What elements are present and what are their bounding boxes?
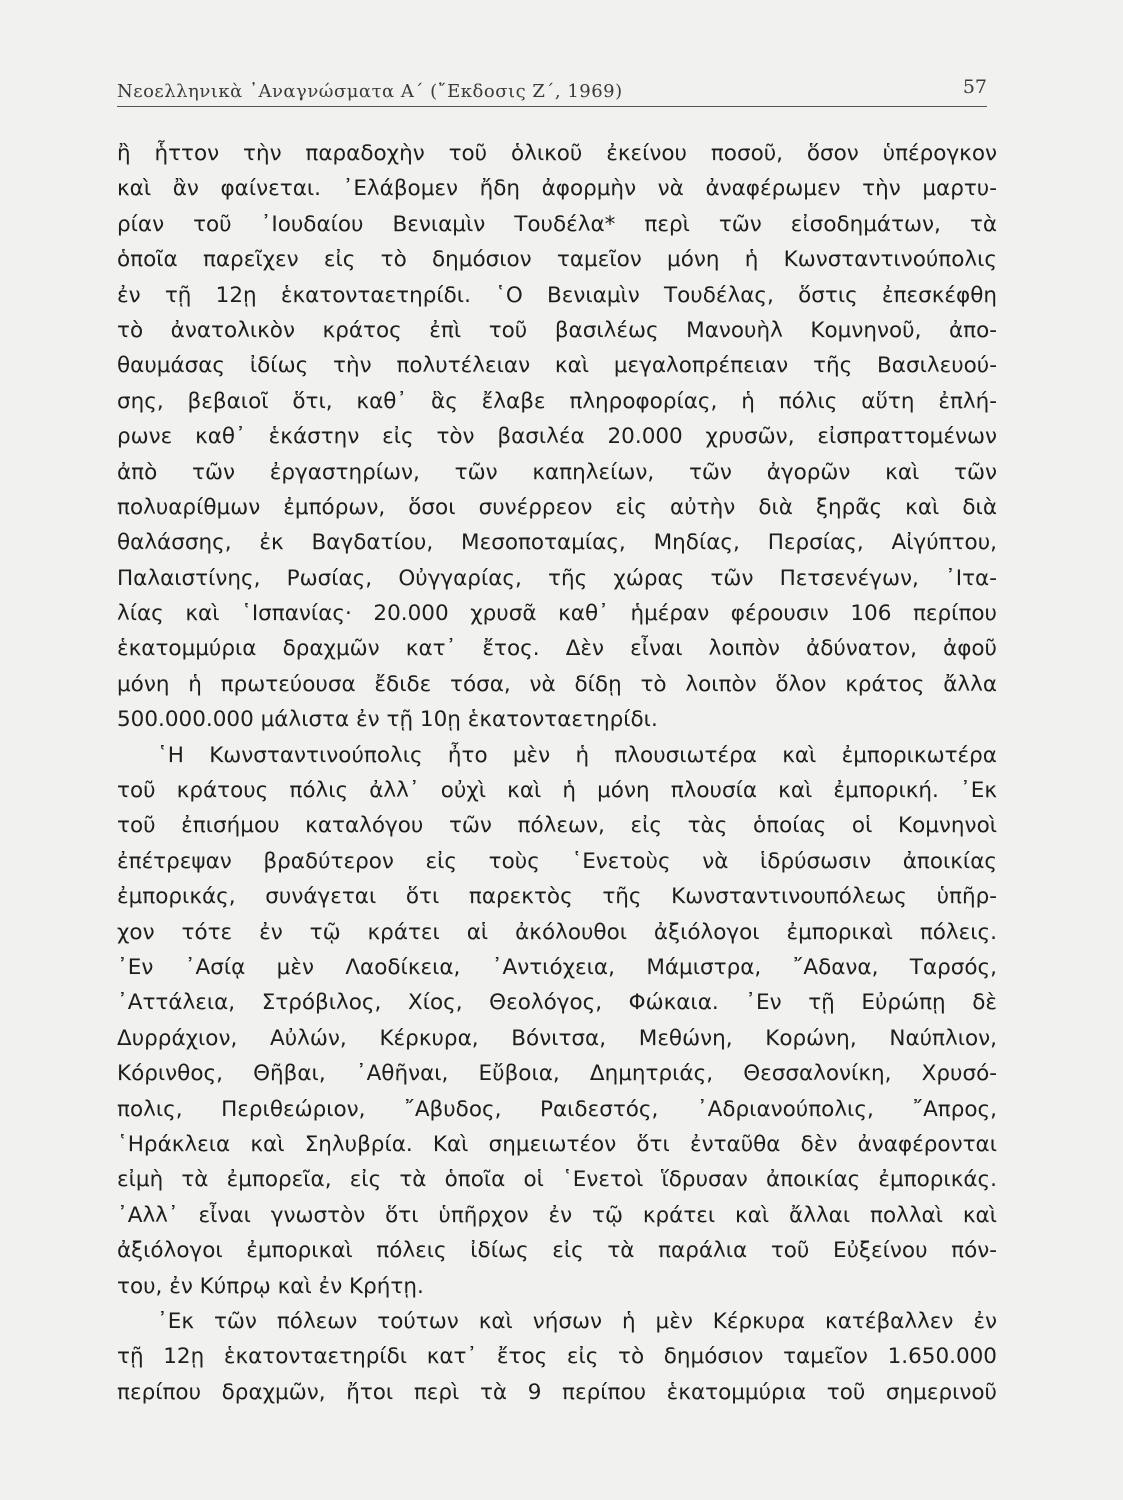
text-line: λίας καὶ ῾Ισπανίας· 20.000 χρυσᾶ καθ᾿ ἡμέραν φέρουσιν 106 περίπου bbox=[117, 601, 997, 627]
text-line: 500.000.000 μάλιστα ἐν τῇ 10ῃ ἑκατονταετηρίδι. bbox=[117, 707, 658, 733]
text-line: θαυμάσας ἰδίως τὴν πολυτέλειαν καὶ μεγαλοπρέπειαν τῆς Βασιλευού- bbox=[117, 353, 997, 379]
text-line: ρίαν τοῦ ᾿Ιουδαίου Βενιαμὶν Τουδέλα* περὶ τῶν εἰσοδημάτων, τὰ bbox=[117, 211, 997, 237]
text-line: ῾Ηράκλεια καὶ Σηλυβρία. Καὶ σημειωτέον ὅτι ἐνταῦθα δὲν ἀναφέρονται bbox=[117, 1131, 997, 1157]
text-line: τοῦ ἐπισήμου καταλόγου τῶν πόλεων, εἰς τὰς ὁποίας οἱ Κομνηνοὶ bbox=[117, 813, 997, 839]
text-line: ἀξιόλογοι ἐμπορικαὶ πόλεις ἰδίως εἰς τὰ παράλια τοῦ Εὐξείνου πόν- bbox=[117, 1238, 997, 1264]
text-line: ᾿Εν ᾿Ασίᾳ μὲν Λαοδίκεια, ᾿Αντιόχεια, Μάμιστρα, ῎Αδανα, Ταρσός, bbox=[117, 954, 997, 980]
text-line: εἰμὴ τὰ ἐμπορεῖα, εἰς τὰ ὁποῖα οἱ ῾Ενετοὶ ἵδρυσαν ἀποικίας ἐμπορικάς. bbox=[117, 1167, 997, 1193]
text-line: ᾿Αττάλεια, Στρόβιλος, Χίος, Θεολόγος, Φώκαια. ᾿Εν τῇ Εὐρώπῃ δὲ bbox=[117, 990, 997, 1016]
text-line: ἐν τῇ 12ῃ ἑκατονταετηρίδι. ῾Ο Βενιαμὶν Τουδέλας, ὅστις ἐπεσκέφθη bbox=[117, 282, 997, 308]
text-line: τῇ 12ῃ ἑκατονταετηρίδι κατ᾿ ἔτος εἰς τὸ δημόσιον ταμεῖον 1.650.000 bbox=[117, 1344, 997, 1370]
text-line: μόνη ἡ πρωτεύουσα ἔδιδε τόσα, νὰ δίδῃ τὸ λοιπὸν ὅλον κράτος ἄλλα bbox=[117, 671, 997, 697]
text-line: ᾿Εκ τῶν πόλεων τούτων καὶ νήσων ἡ μὲν Κέρκυρα κατέβαλλεν ἐν bbox=[157, 1308, 997, 1334]
page-number: 57 bbox=[962, 76, 987, 98]
body-text bbox=[117, 136, 997, 1410]
text-line: Κόρινθος, Θῆβαι, ᾿Αθῆναι, Εὔβοια, Δημητριάς, Θεσσαλονίκη, Χρυσό- bbox=[117, 1061, 997, 1087]
text-line: Δυρράχιον, Αὐλών, Κέρκυρα, Βόνιτσα, Μεθώνη, Κορώνη, Ναύπλιον, bbox=[117, 1025, 997, 1051]
text-line: ᾿Αλλ᾿ εἶναι γνωστὸν ὅτι ὑπῆρχον ἐν τῷ κράτει καὶ ἄλλαι πολλαὶ καὶ bbox=[117, 1202, 997, 1228]
text-line: πολις, Περιθεώριον, ῎Αβυδος, Ραιδεστός, ᾿Αδριανούπολις, ῎Απρος, bbox=[117, 1096, 997, 1122]
text-line: χον τότε ἐν τῷ κράτει αἱ ἀκόλουθοι ἀξιόλογοι ἐμπορικαὶ πόλεις. bbox=[117, 919, 997, 945]
text-line: ἐπέτρεψαν βραδύτερον εἰς τοὺς ῾Ενετοὺς νὰ ἱδρύσωσιν ἀποικίας bbox=[117, 848, 997, 874]
text-line: περίπου δραχμῶν, ἤτοι περὶ τὰ 9 περίπου ἑκατομμύρια τοῦ σημερινοῦ bbox=[117, 1379, 997, 1405]
text-line: ὁποῖα παρεῖχεν εἰς τὸ δημόσιον ταμεῖον μόνη ἡ Κωνσταντινούπολις bbox=[117, 247, 997, 273]
text-line: ἀπὸ τῶν ἐργαστηρίων, τῶν καπηλείων, τῶν ἀγορῶν καὶ τῶν bbox=[117, 459, 997, 485]
text-line: πολυαρίθμων ἐμπόρων, ὅσοι συνέρρεον εἰς αὐτὴν διὰ ξηρᾶς καὶ διὰ bbox=[117, 494, 997, 520]
text-line: του, ἐν Κύπρῳ καὶ ἐν Κρήτῃ. bbox=[117, 1273, 424, 1299]
text-line: τοῦ κράτους πόλις ἀλλ᾿ οὐχὶ καὶ ἡ μόνη πλουσία καὶ ἐμπορική. ᾿Εκ bbox=[117, 778, 997, 804]
text-line: τὸ ἀνατολικὸν κράτος ἐπὶ τοῦ βασιλέως Μανουὴλ Κομνηνοῦ, ἀπο- bbox=[117, 317, 997, 343]
running-header bbox=[117, 70, 987, 107]
text-line: Παλαιστίνης, Ρωσίας, Οὐγγαρίας, τῆς χώρας τῶν Πετσενέγων, ᾿Ιτα- bbox=[117, 565, 997, 591]
text-line: ἐμπορικάς, συνάγεται ὅτι παρεκτὸς τῆς Κωνσταντινουπόλεως ὑπῆρ- bbox=[117, 884, 997, 910]
text-line: σης, βεβαιοῖ ὅτι, καθ᾿ ἃς ἔλαβε πληροφορίας, ἡ πόλις αὕτη ἐπλή- bbox=[117, 388, 997, 414]
text-line: θαλάσσης, ἐκ Βαγδατίου, Μεσοποταμίας, Μηδίας, Περσίας, Αἰγύπτου, bbox=[117, 530, 997, 556]
text-line: ἑκατομμύρια δραχμῶν κατ᾿ ἔτος. Δὲν εἶναι λοιπὸν ἀδύνατον, ἀφοῦ bbox=[117, 636, 997, 662]
header-title: Νεοελληνικὰ ᾿Αναγνώσματα Α΄ (῎Εκδοσις Ζ΄, 1969) bbox=[117, 81, 623, 102]
text-line: ῾Η Κωνσταντινούπολις ἦτο μὲν ἡ πλουσιωτέρα καὶ ἐμπορικωτέρα bbox=[157, 742, 997, 768]
text-line: καὶ ἂν φαίνεται. ᾿Ελάβομεν ἤδη ἀφορμὴν νὰ ἀναφέρωμεν τὴν μαρτυ- bbox=[117, 176, 997, 202]
text-line: ρωνε καθ᾿ ἑκάστην εἰς τὸν βασιλέα 20.000 χρυσῶν, εἰσπραττομένων bbox=[117, 424, 997, 450]
text-line: ἢ ἧττον τὴν παραδοχὴν τοῦ ὁλικοῦ ἐκείνου ποσοῦ, ὅσον ὑπέρογκον bbox=[117, 141, 997, 166]
